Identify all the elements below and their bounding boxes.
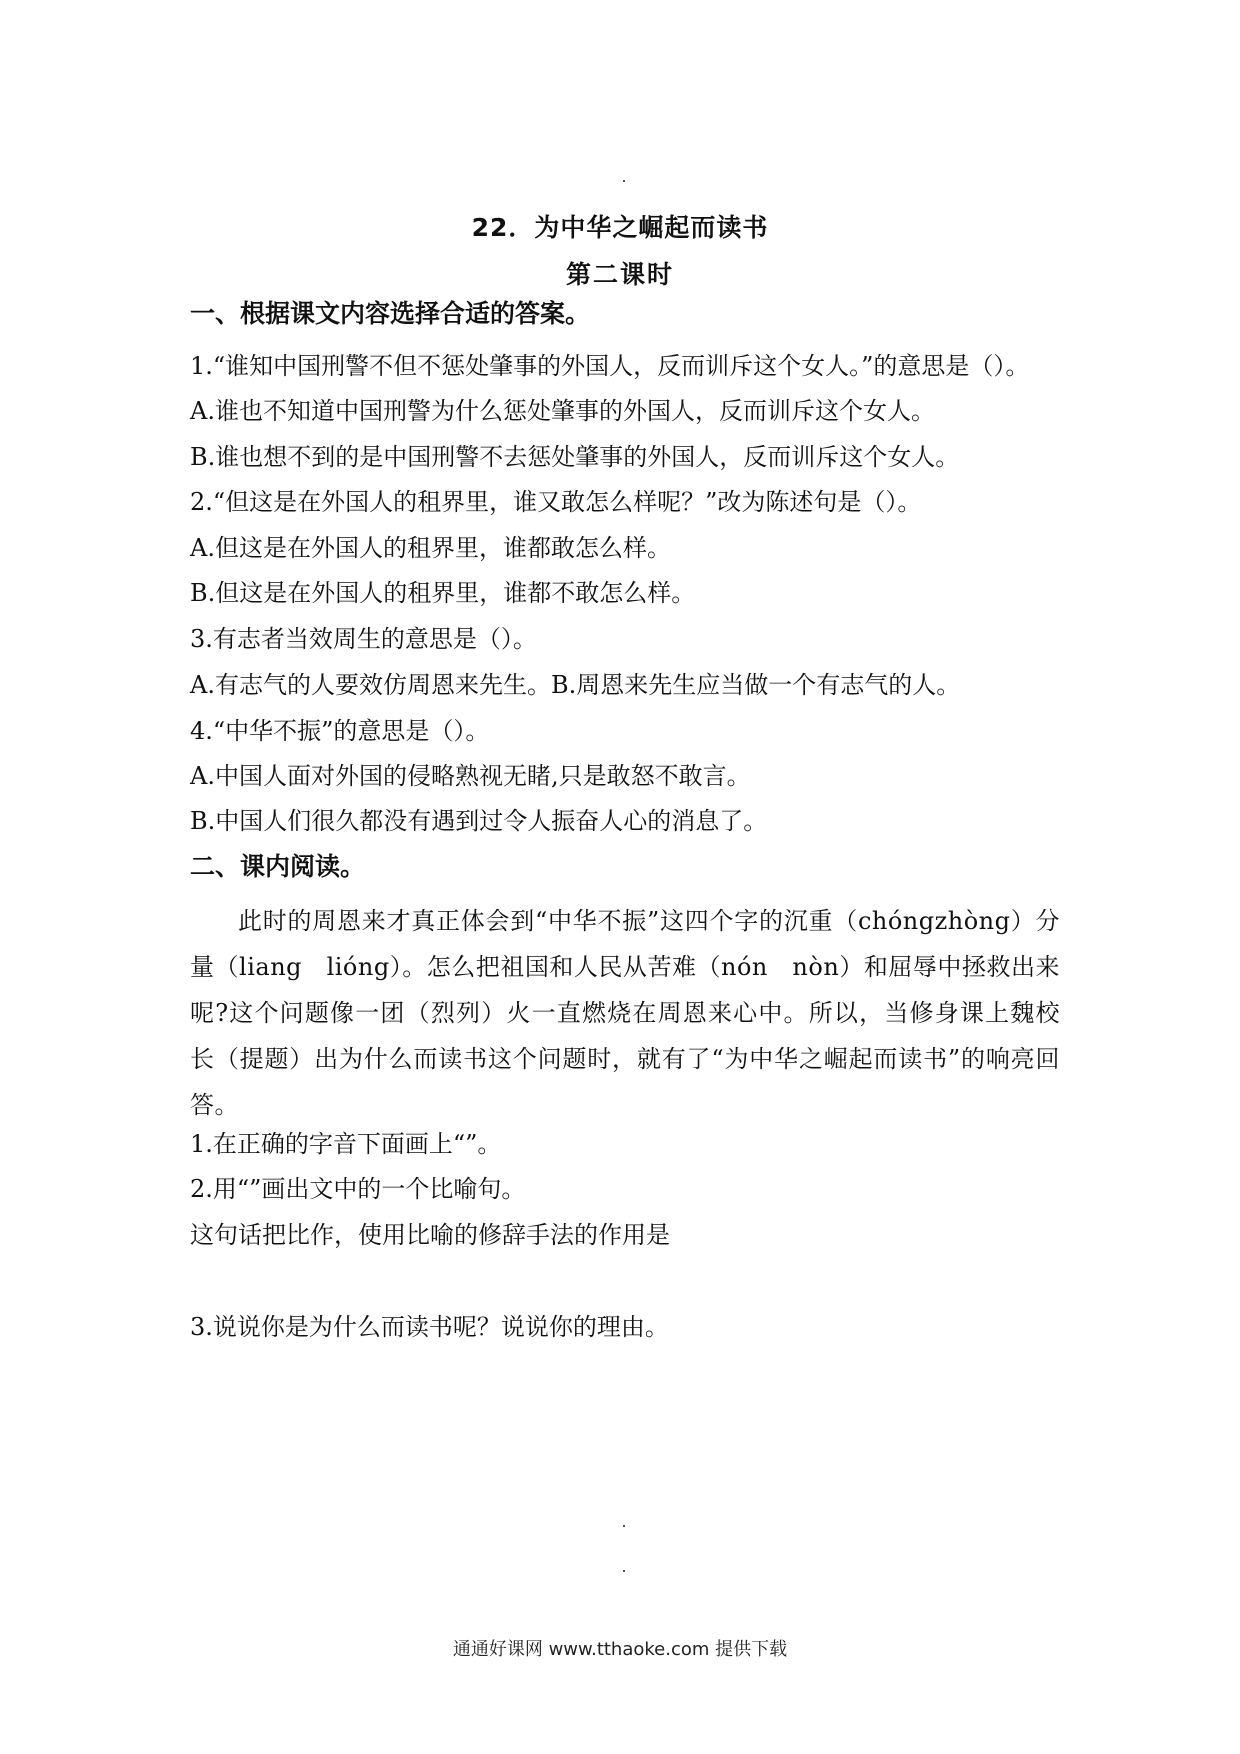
question-4-option-b: B.中国人们很久都没有遇到过令人振奋人心的消息了。 — [190, 807, 768, 835]
question-1: 1.“谁知中国刑警不但不惩处肇事的外国人，反而训斥这个女人。”的意思是（）。 — [190, 352, 1030, 380]
question-4: 4.“中华不振”的意思是（）。 — [190, 717, 490, 745]
question-1-option-a: A.谁也不知道中国刑警为什么惩处肇事的外国人，反而训斥这个女人。 — [190, 397, 935, 425]
scan-dot — [623, 1570, 625, 1572]
section2-heading: 二、课内阅读。 — [190, 852, 366, 881]
scan-dot — [623, 1525, 625, 1527]
reading-question-2: 2.用“”画出文中的一个比喻句。 — [190, 1175, 526, 1203]
question-4-option-a: A.中国人面对外国的侵略熟视无睹,只是敢怒不敢言。 — [190, 762, 751, 790]
page-subtitle: 第二课时 — [565, 260, 674, 289]
reading-question-3: 3.说说你是为什么而读书呢？说说你的理由。 — [190, 1313, 669, 1341]
question-1-option-b: B.谁也想不到的是中国刑警不去惩处肇事的外国人，反而训斥这个女人。 — [190, 443, 960, 471]
reading-question-1: 1.在正确的字音下面画上“”。 — [190, 1130, 502, 1158]
question-2-option-b: B.但这是在外国人的租界里，谁都不敢怎么样。 — [190, 579, 696, 607]
scan-dot — [623, 180, 625, 182]
question-3-options: A.有志气的人要效仿周恩来先生。B.周恩来先生应当做一个有志气的人。 — [190, 671, 961, 699]
reading-passage: 此时的周恩来才真正体会到“中华不振”这四个字的沉重（chóngzhòng）分量（liang lióng）。怎么把祖国和人民从苦难（nón nòn）和屈辱中拯救出来呢?这个问题像一团（烈列）火一直燃烧在周恩来心中。所以，当修身课上魏校长（提题）出为什么而读书这个问题时，就有了“为中华之崛起而读书”的响亮回答。 — [190, 907, 1060, 1119]
footer-source: 通通好课网 www.tthaoke.com 提供下载 — [452, 1639, 788, 1660]
question-2-option-a: A.但这是在外国人的租界里，谁都敢怎么样。 — [190, 534, 671, 562]
page-title: 22．为中华之崛起而读书 — [471, 213, 769, 242]
reading-question-2-blank-line: 这句话把比作，使用比喻的修辞手法的作用是 — [190, 1221, 670, 1249]
question-2: 2.“但这是在外国人的租界里，谁又敢怎么样呢？”改为陈述句是（）。 — [190, 488, 922, 516]
section1-heading: 一、根据课文内容选择合适的答案。 — [190, 299, 591, 328]
question-3: 3.有志者当效周生的意思是（）。 — [190, 625, 537, 653]
